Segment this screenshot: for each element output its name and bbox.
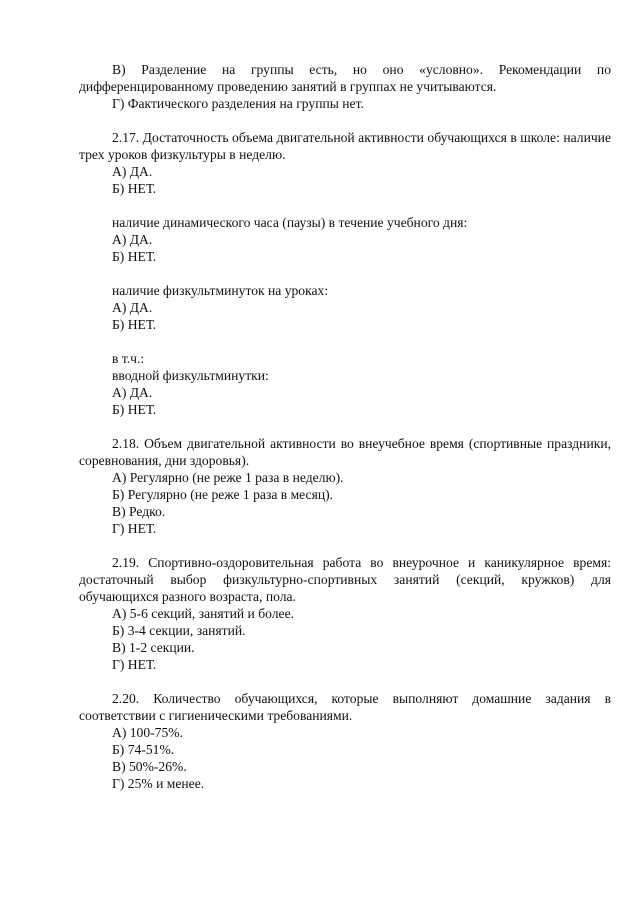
answer-option: А) ДА. xyxy=(112,164,153,179)
option-v-text: В) Разделение на группы есть, но оно «условно». Рекомендации по дифференцированному проведению занятий в группах не учитываются. xyxy=(79,62,611,94)
answer-option: Б) НЕТ. xyxy=(112,181,157,196)
sub-question-intro: в т.ч.: xyxy=(112,351,145,366)
answer-option: Б) НЕТ. xyxy=(112,249,157,264)
answer-option: Б) НЕТ. xyxy=(112,402,157,417)
answer-option: В) 50%-26%. xyxy=(112,759,187,774)
question-heading: 2.17. Достаточность объема двигательной активности обучающихся в школе: наличие трех уроков физкультуры в неделю. xyxy=(79,130,611,162)
question-2-20 xyxy=(79,690,611,792)
question-heading: 2.20. Количество обучающихся, которые выполняют домашние задания в соответствии с гигиеническими требованиями. xyxy=(79,691,611,723)
question-2-17 xyxy=(79,129,611,418)
answer-option: А) 100-75%. xyxy=(112,725,183,740)
answer-option: А) 5-6 секций, занятий и более. xyxy=(112,606,294,621)
question-2-19 xyxy=(79,554,611,673)
answer-option: Б) Регулярно (не реже 1 раза в месяц). xyxy=(112,487,334,502)
answer-option: Б) 74-51%. xyxy=(112,742,175,757)
answer-option: Б) 3-4 секции, занятий. xyxy=(112,623,246,638)
answer-option: В) 1-2 секции. xyxy=(112,640,195,655)
question-heading: 2.19. Спортивно-оздоровительная работа во внеурочное и каникулярное время: достаточный выбор физкультурно-спортивных занятий (секций, кружков) для обучающихся разного возраста, пола. xyxy=(79,555,611,604)
answer-option: Б) НЕТ. xyxy=(112,317,157,332)
question-2-18 xyxy=(79,435,611,537)
answer-option: А) ДА. xyxy=(112,300,153,315)
answer-option: А) ДА. xyxy=(112,385,153,400)
sub-question: вводной физкультминутки: xyxy=(112,368,269,383)
question-heading: 2.18. Объем двигательной активности во внеучебное время (спортивные праздники, соревнования, дни здоровья). xyxy=(79,436,611,468)
answer-option: А) Регулярно (не реже 1 раза в неделю). xyxy=(112,470,344,485)
answer-option: Г) НЕТ. xyxy=(112,521,157,536)
answer-option: Г) 25% и менее. xyxy=(112,776,205,791)
document-page xyxy=(79,61,611,792)
answer-option: В) Редко. xyxy=(112,504,166,519)
sub-question: наличие физкультминуток на уроках: xyxy=(112,283,329,298)
answer-option: А) ДА. xyxy=(112,232,153,247)
option-g-text: Г) Фактического разделения на группы нет. xyxy=(112,96,364,111)
answer-option: Г) НЕТ. xyxy=(112,657,157,672)
sub-question: наличие динамического часа (паузы) в течение учебного дня: xyxy=(112,215,468,230)
